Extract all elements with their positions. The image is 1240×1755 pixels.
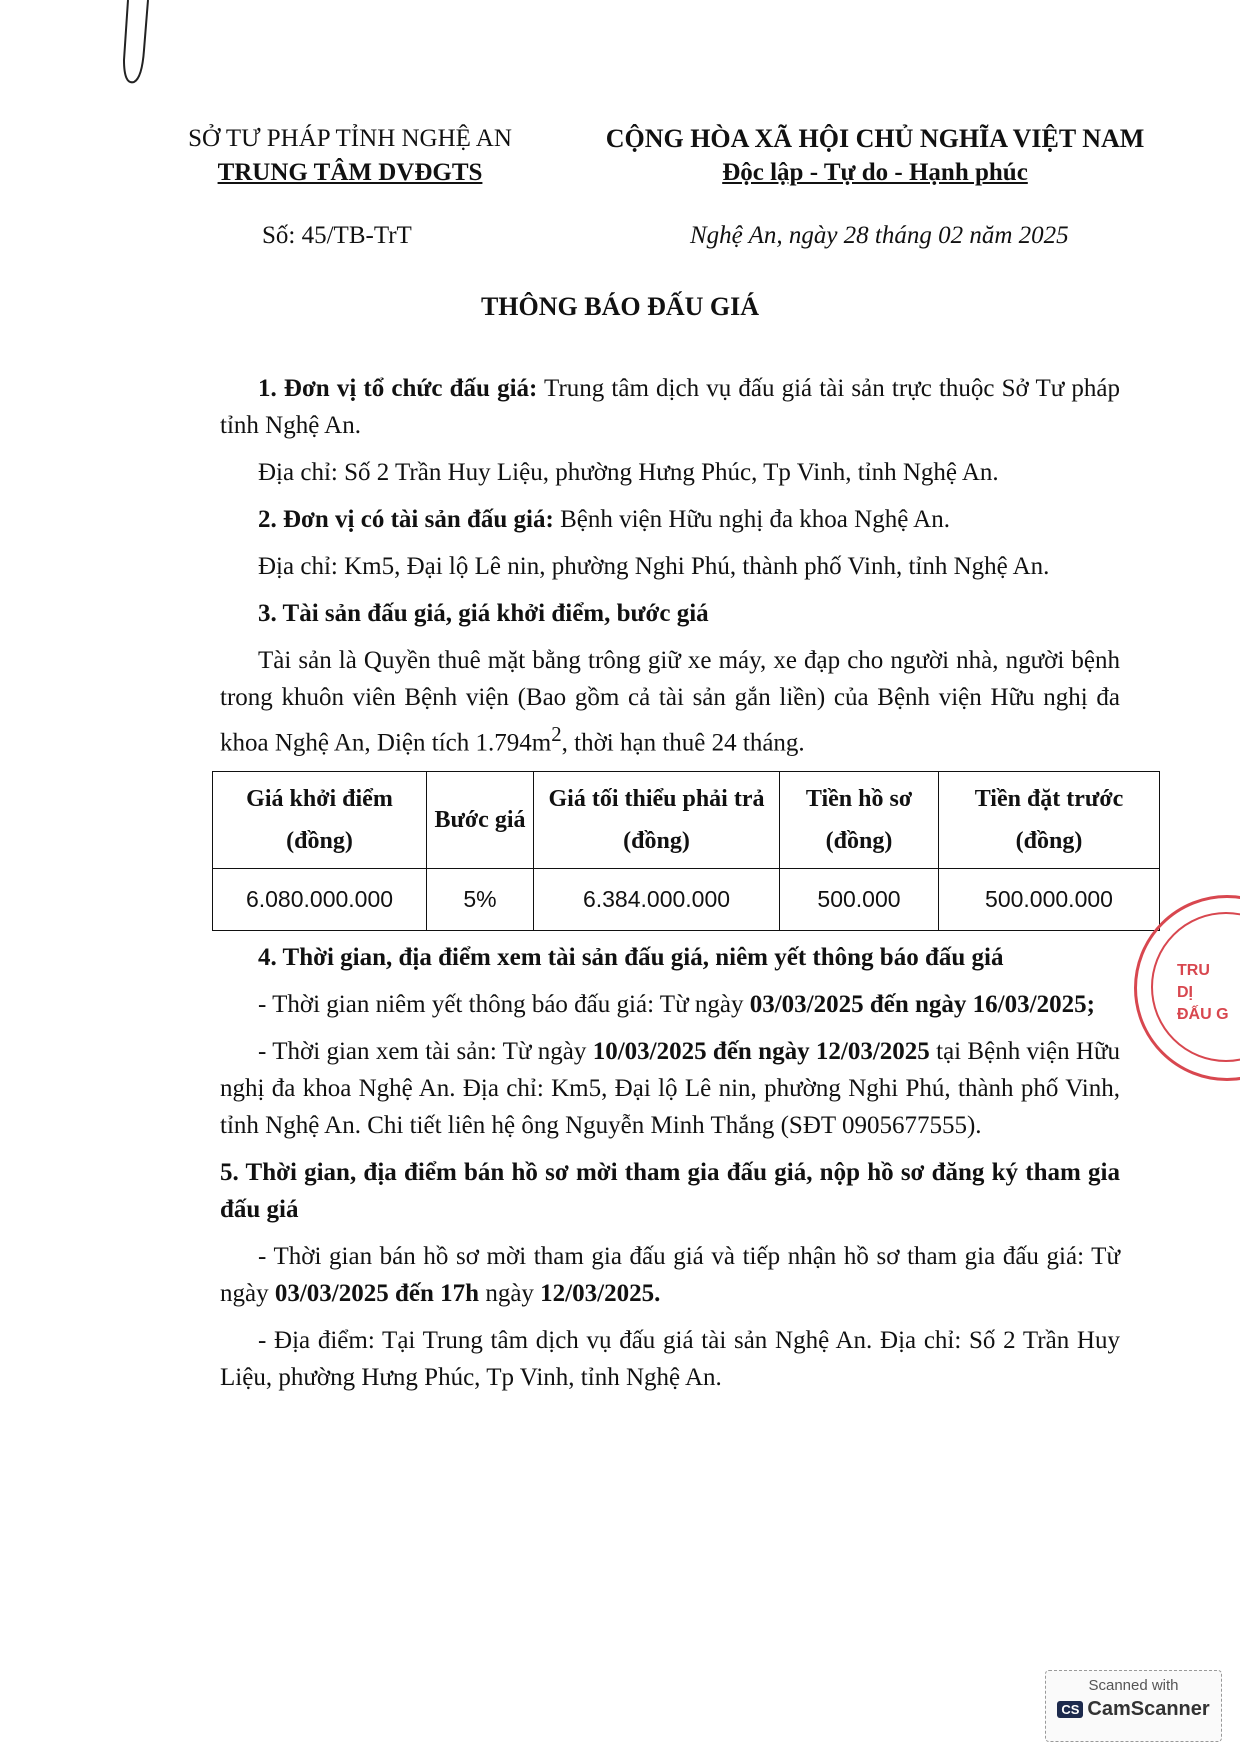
area-superscript: 2 <box>551 722 562 746</box>
camscanner-logo-icon: CS <box>1057 1701 1083 1718</box>
section-1-text: Trung tâm dịch vụ đấu giá tài sản trực thuộc Sở Tư pháp tỉnh Nghệ An. <box>220 375 1121 439</box>
table-cell: 500.000.000 <box>939 869 1160 931</box>
table-header: Bước giá <box>427 772 534 869</box>
table-header: Tiền đặt trước (đồng) <box>939 772 1160 869</box>
table-cell: 6.384.000.000 <box>534 869 780 931</box>
posting-dates: 03/03/2025 đến ngày 16/03/2025; <box>749 991 1095 1019</box>
seal-line: ĐẤU G <box>1177 1006 1229 1023</box>
table-cell: 5% <box>427 869 534 931</box>
posting-label: - Thời gian niêm yết thông báo đấu giá: Từ ngày <box>258 991 750 1019</box>
viewing-details: tại Bệnh viện Hữu nghị đa khoa Nghệ An. Địa chỉ: Km5, Đại lộ Lê nin, phường Nghi Phú, thành phố Vinh, tỉnh Nghệ An. Chi tiết liên hệ ông Nguyễn Minh Thắng (SĐT 0905677555). <box>220 1038 1121 1140</box>
section-1 <box>220 370 1120 444</box>
seal-line: DỊ <box>1177 984 1193 1001</box>
issuer-block <box>160 122 540 190</box>
section-4-heading-text: 4. Thời gian, địa điểm xem tài sản đấu giá, niêm yết thông báo đấu giá <box>258 944 1004 972</box>
agency-name: SỞ TƯ PHÁP TỈNH NGHỆ AN <box>188 125 512 152</box>
sale-end-date: 12/03/2025. <box>540 1280 661 1308</box>
seal-text <box>1177 960 1229 1026</box>
section-5-location: - Địa điểm: Tại Trung tâm dịch vụ đấu giá tài sản Nghệ An. Địa chỉ: Số 2 Trần Huy Liệu, phường Hưng Phúc, Tp Vinh, tỉnh Nghệ An. <box>220 1327 1120 1392</box>
sale-day-word: ngày <box>479 1280 541 1308</box>
scanner-brand-line <box>1046 1698 1221 1721</box>
section-2-text: Bệnh viện Hữu nghị đa khoa Nghệ An. <box>553 506 950 533</box>
table-header: Tiền hồ sơ (đồng) <box>780 772 939 869</box>
section-1-address: Địa chỉ: Số 2 Trần Huy Liệu, phường Hưng Phúc, Tp Vinh, tỉnh Nghệ An. <box>258 459 999 486</box>
sale-label: - Thời gian bán hồ sơ mời tham gia đấu giá và tiếp nhận hồ sơ tham gia đấu giá: Từ ngày <box>220 1243 1120 1308</box>
center-name: TRUNG TÂM DVĐGTS <box>217 159 483 186</box>
price-table <box>212 771 1160 931</box>
section-2 <box>220 501 1120 538</box>
scanner-label: Scanned with <box>1088 1677 1179 1694</box>
lease-term: , thời hạn thuê 24 tháng. <box>561 729 805 757</box>
sale-dates: 03/03/2025 đến 17h <box>274 1280 480 1308</box>
viewing-label: - Thời gian xem tài sản: Từ ngày <box>258 1038 593 1066</box>
asset-description: Tài sản là Quyền thuê mặt bằng trông giữ xe máy, xe đạp cho người nhà, người bệnh trong khuôn viên Bệnh viện (Bao gồm cả tài sản gắn liền) của Bệnh viện Hữu nghị đa khoa Nghệ An, Diện tích 1.794m <box>220 647 1120 757</box>
staple-mark <box>120 0 150 92</box>
section-1-heading: 1. Đơn vị tổ chức đấu giá: <box>258 375 538 402</box>
table-cell: 6.080.000.000 <box>213 869 427 931</box>
motto: Độc lập - Tự do - Hạnh phúc <box>722 159 1028 186</box>
table-cell: 500.000 <box>780 869 939 931</box>
section-3-heading <box>220 595 1120 632</box>
country-name: CỘNG HÒA XÃ HỘI CHỦ NGHĨA VIỆT NAM <box>605 124 1145 153</box>
section-3-text <box>220 642 1120 761</box>
document-number: Số: 45/TB-TrT <box>262 222 412 249</box>
viewing-dates: 10/03/2025 đến ngày 12/03/2025 <box>592 1038 930 1066</box>
document-body <box>220 370 1124 1406</box>
section-4-posting <box>220 986 1120 1023</box>
section-4-viewing <box>220 1033 1120 1144</box>
scanner-watermark <box>1045 1670 1222 1742</box>
section-2-address: Địa chỉ: Km5, Đại lộ Lê nin, phường Nghi Phú, thành phố Vinh, tỉnh Nghệ An. <box>258 553 1050 580</box>
scanner-brand: CamScanner <box>1087 1698 1210 1720</box>
section-4-heading <box>220 939 1120 976</box>
table-header-row <box>213 772 1160 869</box>
section-5-heading <box>220 1154 1120 1228</box>
section-3-heading-text: 3. Tài sản đấu giá, giá khởi điểm, bước giá <box>258 600 709 627</box>
place-date: Nghệ An, ngày 28 tháng 02 năm 2025 <box>690 222 1069 249</box>
table-header: Giá khởi điểm (đồng) <box>213 772 427 869</box>
table-header: Giá tối thiểu phải trả (đồng) <box>534 772 780 869</box>
national-header <box>575 122 1175 190</box>
section-2-heading: 2. Đơn vị có tài sản đấu giá: <box>258 506 554 533</box>
section-5-sale <box>220 1238 1120 1312</box>
table-row <box>213 869 1160 931</box>
seal-line: TRU <box>1177 962 1210 979</box>
page-title: THÔNG BÁO ĐẤU GIÁ <box>480 292 760 321</box>
section-5-heading-text: 5. Thời gian, địa điểm bán hồ sơ mời tham gia đấu giá, nộp hồ sơ đăng ký tham gia đấu giá <box>220 1159 1120 1224</box>
